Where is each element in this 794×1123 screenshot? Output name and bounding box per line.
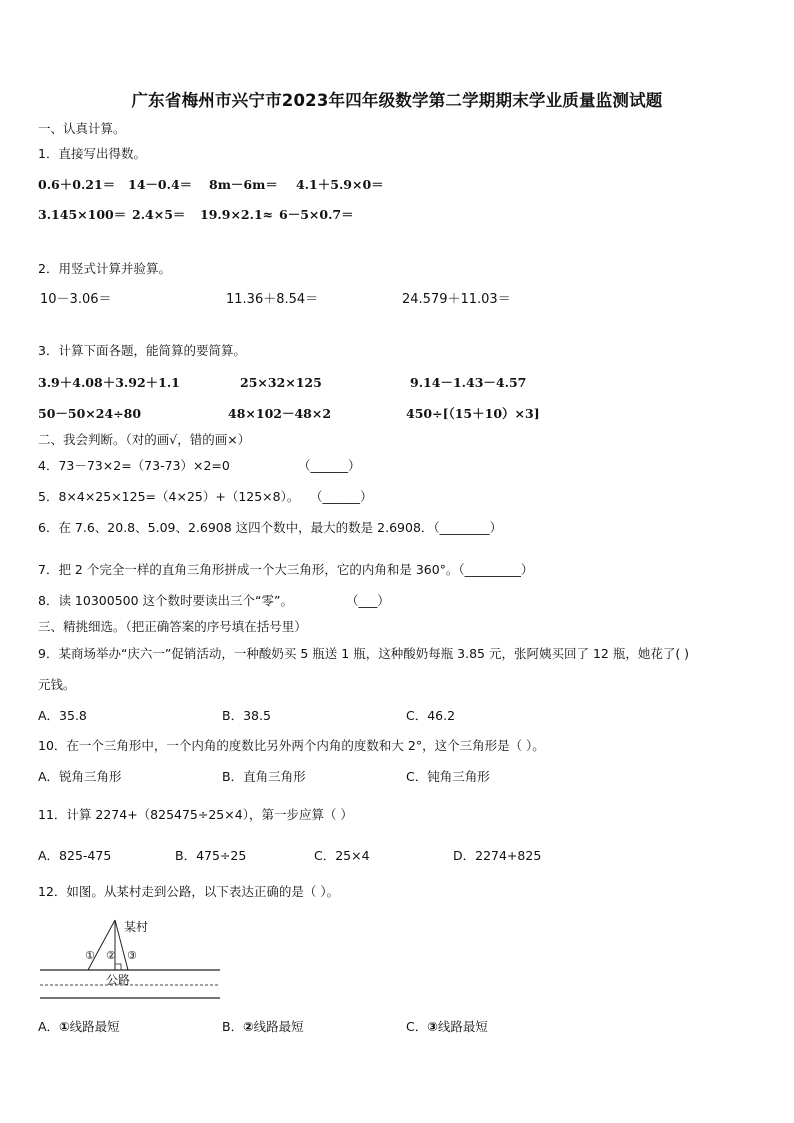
question-11: 11．计算 2274+（825475÷25×4），第一步应算（ ） — [38, 807, 353, 822]
route-3-label: ③ — [127, 949, 137, 962]
route-2-label: ② — [106, 949, 116, 962]
page-title: 广东省梅州市兴宁市2023年四年级数学第二学期期末学业质量监测试题 — [131, 91, 663, 110]
q1-item: 0.6＋0.21＝ — [38, 177, 116, 192]
q3-item: 48×102－48×2 — [228, 406, 332, 421]
route-1-label: ① — [85, 949, 95, 962]
question-2-prompt: 2．用竖式计算并验算。 — [38, 261, 171, 276]
option-a[interactable] — [38, 1019, 120, 1035]
road-label: 公路 — [106, 973, 131, 987]
option-b[interactable]: B．38.5 — [222, 708, 271, 723]
q2-item: 11.36＋8.54＝ — [226, 292, 319, 307]
answer-blank[interactable]: （______） — [298, 458, 361, 473]
option-text: 线路最短 — [253, 1019, 304, 1034]
option-letter: A． — [38, 1019, 60, 1034]
q3-item: 3.9＋4.08＋3.92＋1.1 — [38, 375, 180, 390]
answer-blank[interactable]: （___） — [346, 593, 390, 608]
q3-item: 9.14－1.43－4.57 — [410, 375, 527, 390]
option-c[interactable]: C．25×4 — [314, 848, 370, 863]
q3-item: 25×32×125 — [240, 375, 322, 390]
option-b[interactable]: B．直角三角形 — [222, 769, 306, 784]
option-text: 线路最短 — [69, 1019, 120, 1034]
q1-item: 6－5×0.7＝ — [279, 207, 354, 222]
question-4: 4．73－73×2=（73-73）×2=0 — [38, 458, 230, 473]
question-7: 7．把 2 个完全一样的直角三角形拼成一个大三角形，它的内角和是 360°。（_________） — [38, 562, 534, 577]
answer-blank[interactable]: （______） — [310, 489, 373, 504]
section-heading-2: 二、我会判断。（对的画√，错的画×） — [38, 432, 251, 447]
option-a[interactable]: A．825-475 — [38, 848, 112, 863]
option-a[interactable]: A．35.8 — [38, 708, 87, 723]
section-heading-1: 一、认真计算。 — [38, 121, 126, 136]
question-3-prompt: 3．计算下面各题，能简算的要简算。 — [38, 343, 246, 358]
option-c[interactable]: C．钝角三角形 — [406, 769, 490, 784]
q1-item: 3.145×100＝ — [38, 207, 127, 222]
option-d[interactable]: D．2274+825 — [453, 848, 542, 863]
q1-item: 2.4×5＝ — [132, 207, 186, 222]
option-c[interactable] — [406, 1019, 488, 1035]
village-road-diagram — [36, 914, 236, 1004]
question-5: 5．8×4×25×125=（4×25）+（125×8）。 — [38, 489, 300, 504]
question-12: 12．如图。从某村走到公路，以下表达正确的是（ ）。 — [38, 884, 340, 899]
question-9: 9．某商场举办“庆六一”促销活动，一种酸奶买 5 瓶送 1 瓶，这种酸奶每瓶 3.85 元，张阿姨买回了 12 瓶，她花了( ) — [38, 646, 690, 661]
q1-item: 14－0.4＝ — [128, 177, 193, 192]
q3-item: 450÷[（15＋10）×3] — [406, 406, 540, 421]
question-8: 8．读 10300500 这个数时要读出三个“零”。 — [38, 593, 293, 608]
section-heading-3: 三、精挑细选。（把正确答案的序号填在括号里） — [38, 619, 307, 634]
q1-item: 8m－6m＝ — [209, 177, 278, 192]
right-angle-mark — [115, 964, 121, 970]
q1-item: 4.1＋5.9×0＝ — [296, 177, 384, 192]
q2-item: 24.579＋11.03＝ — [402, 292, 511, 307]
circled-number: ① — [59, 1019, 70, 1034]
option-a[interactable]: A．锐角三角形 — [38, 769, 122, 784]
village-label: 某村 — [124, 920, 149, 934]
option-letter: B． — [222, 1019, 244, 1034]
question-6: 6．在 7.6、20.8、5.09、2.6908 这四个数中，最大的数是 2.6908．（________） — [38, 520, 503, 535]
route-1-line — [88, 920, 115, 970]
q3-item: 50－50×24÷80 — [38, 406, 142, 421]
option-text: 线路最短 — [437, 1019, 488, 1034]
q2-item: 10－3.06＝ — [40, 292, 112, 307]
option-b[interactable]: B．475÷25 — [175, 848, 247, 863]
circled-number: ③ — [427, 1019, 438, 1034]
question-10: 10．在一个三角形中，一个内角的度数比另外两个内角的度数和大 2°，这个三角形是（ ）。 — [38, 738, 545, 753]
question-1-prompt: 1．直接写出得数。 — [38, 146, 146, 161]
q1-item: 19.9×2.1≈ — [200, 207, 274, 222]
question-9-cont: 元钱。 — [38, 677, 76, 692]
option-b[interactable] — [222, 1019, 304, 1035]
option-letter: C． — [406, 1019, 428, 1034]
option-c[interactable]: C．46.2 — [406, 708, 456, 723]
circled-number: ② — [243, 1019, 254, 1034]
